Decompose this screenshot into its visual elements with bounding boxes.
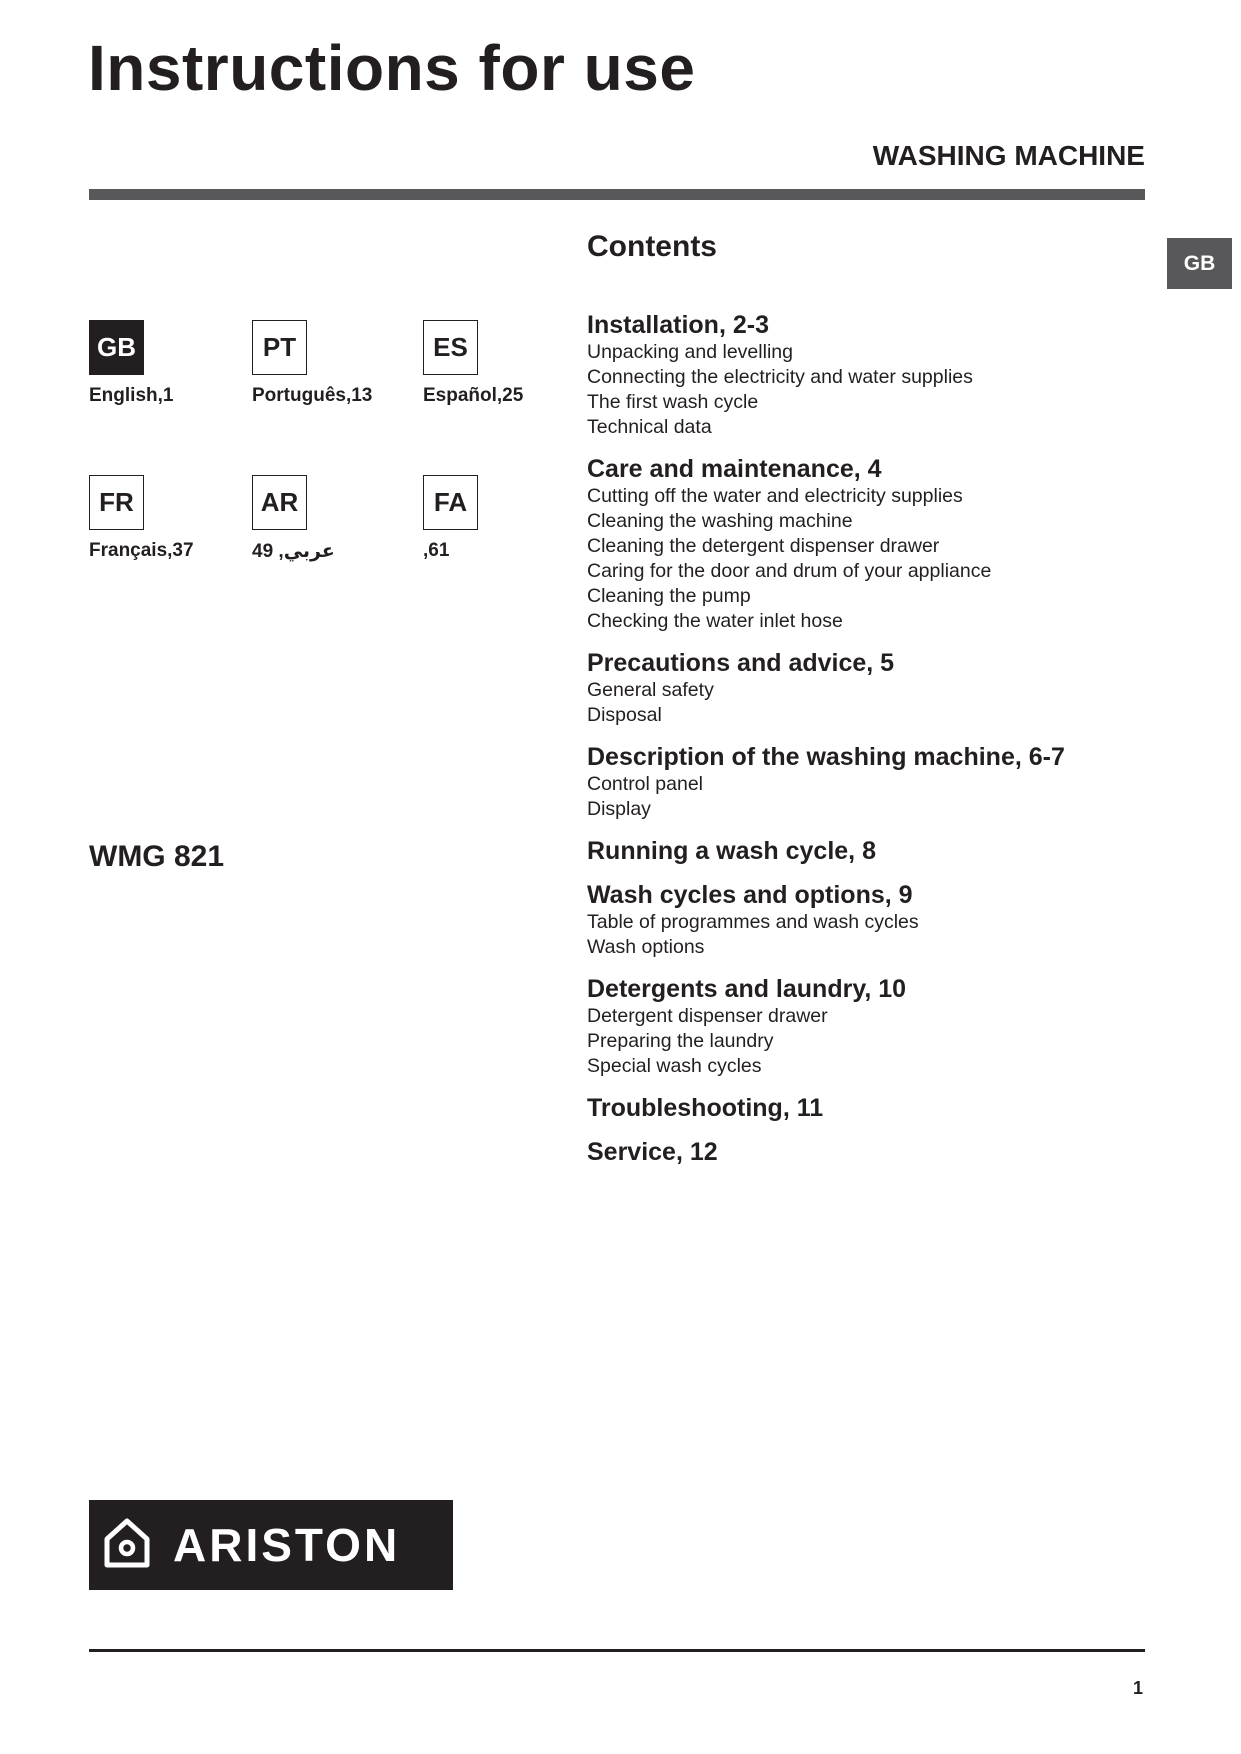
language-entry-ar xyxy=(252,475,372,563)
toc-item: Caring for the door and drum of your appliance xyxy=(587,560,992,582)
toc-heading: Running a wash cycle, 8 xyxy=(587,837,876,865)
toc-item: Control panel xyxy=(587,773,703,795)
toc-item: Checking the water inlet hose xyxy=(587,610,843,632)
language-label: Português,13 xyxy=(252,385,373,406)
model-number: WMG 821 xyxy=(89,840,225,873)
toc-item: Special wash cycles xyxy=(587,1055,762,1077)
toc-heading: Care and maintenance, 4 xyxy=(587,455,882,483)
table-of-contents xyxy=(587,310,1147,1181)
toc-heading: Precautions and advice, 5 xyxy=(587,649,895,677)
toc-item: Detergent dispenser drawer xyxy=(587,1005,828,1027)
language-side-tab: GB xyxy=(1167,238,1232,289)
toc-item: Cutting off the water and electricity supplies xyxy=(587,485,963,507)
language-code-box: GB xyxy=(89,320,144,375)
toc-item: Connecting the electricity and water supplies xyxy=(587,366,973,388)
toc-section xyxy=(587,880,1147,960)
toc-item: Cleaning the washing machine xyxy=(587,510,853,532)
toc-item: Technical data xyxy=(587,416,712,438)
language-entry-es xyxy=(423,320,543,407)
page-title: Instructions for use xyxy=(88,32,696,104)
toc-item: The first wash cycle xyxy=(587,391,759,413)
footer-divider xyxy=(89,1649,1145,1652)
contents-title: Contents xyxy=(587,230,717,263)
language-code-box: FA xyxy=(423,475,478,530)
toc-item: Cleaning the detergent dispenser drawer xyxy=(587,535,940,557)
toc-item: Table of programmes and wash cycles xyxy=(587,911,919,933)
toc-section xyxy=(587,974,1147,1079)
toc-heading: Troubleshooting, 11 xyxy=(587,1094,824,1122)
language-entry-fr xyxy=(89,475,209,562)
brand-name: ARISTON xyxy=(173,1519,401,1571)
language-code-box: PT xyxy=(252,320,307,375)
house-icon xyxy=(89,1517,151,1574)
toc-section xyxy=(587,1137,1147,1167)
brand-logo xyxy=(89,1500,453,1590)
language-entry-fa xyxy=(423,475,543,562)
toc-heading: Wash cycles and options, 9 xyxy=(587,881,913,909)
language-label: English,1 xyxy=(89,385,174,406)
language-label: Français,37 xyxy=(89,540,194,561)
language-code-box: AR xyxy=(252,475,307,530)
toc-item: Preparing the laundry xyxy=(587,1030,774,1052)
toc-item: Cleaning the pump xyxy=(587,585,751,607)
language-entry-pt xyxy=(252,320,372,407)
document-subtitle: WASHING MACHINE xyxy=(872,140,1145,171)
toc-item: Display xyxy=(587,798,651,820)
language-code-box: ES xyxy=(423,320,478,375)
language-code-box: FR xyxy=(89,475,144,530)
language-label: ,61 xyxy=(423,540,450,561)
toc-section xyxy=(587,310,1147,440)
toc-section xyxy=(587,454,1147,634)
toc-section xyxy=(587,742,1147,822)
language-label: Español,25 xyxy=(423,385,524,406)
toc-heading: Detergents and laundry, 10 xyxy=(587,975,907,1003)
toc-heading: Service, 12 xyxy=(587,1138,718,1166)
toc-item: Unpacking and levelling xyxy=(587,341,793,363)
language-entry-gb xyxy=(89,320,209,407)
toc-item: Disposal xyxy=(587,704,662,726)
page-number: 1 xyxy=(1133,1678,1144,1698)
toc-item: Wash options xyxy=(587,936,705,958)
toc-section xyxy=(587,648,1147,728)
toc-item: General safety xyxy=(587,679,714,701)
language-label: عربي, 49 xyxy=(252,541,335,562)
toc-section xyxy=(587,1093,1147,1123)
toc-heading: Installation, 2-3 xyxy=(587,311,769,339)
toc-heading: Description of the washing machine, 6-7 xyxy=(587,743,1065,771)
toc-section xyxy=(587,836,1147,866)
header-divider xyxy=(89,189,1145,200)
